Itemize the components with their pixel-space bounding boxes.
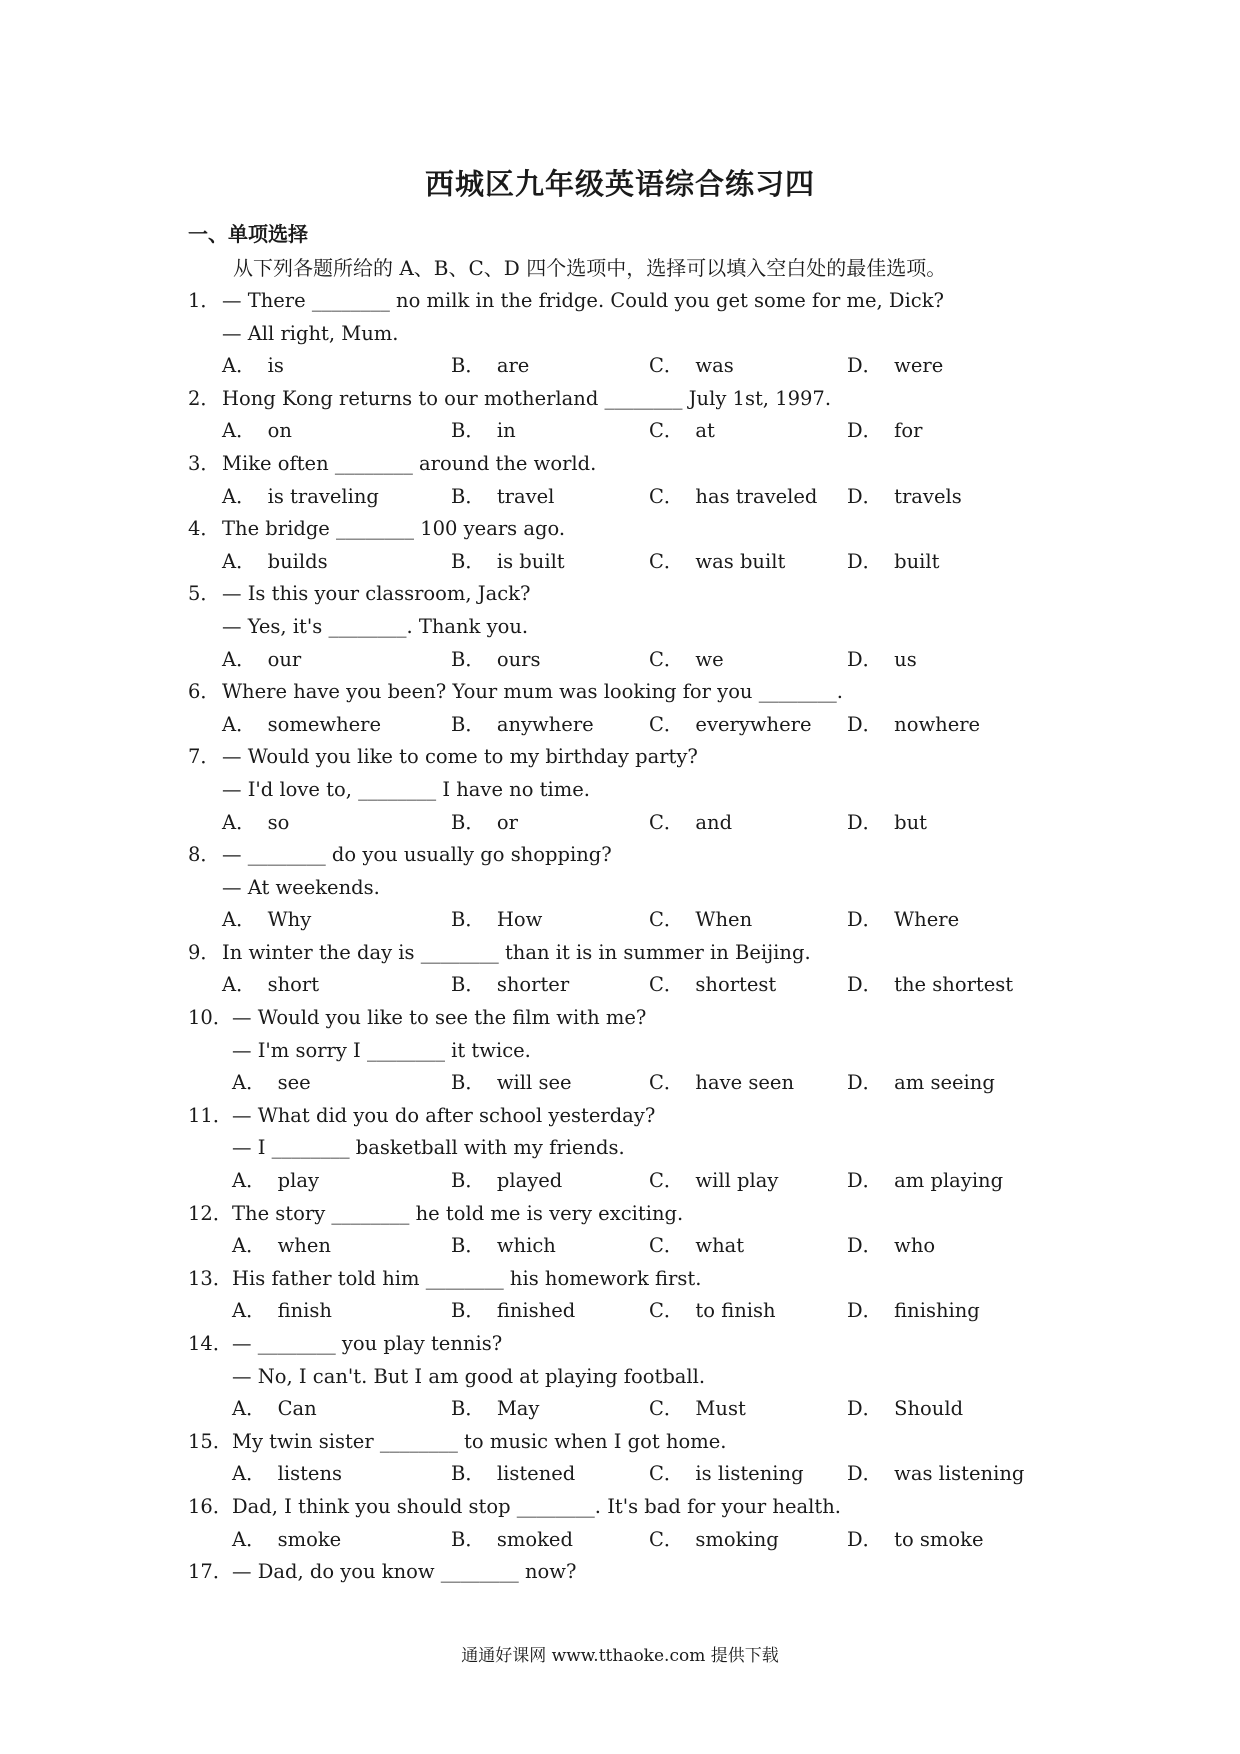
option-text: what	[695, 1234, 745, 1258]
option-row	[188, 969, 1088, 1002]
question-text: His father told him ________ his homework first.	[232, 1266, 702, 1290]
option-letter: B．	[451, 810, 485, 834]
page-title: 西城区九年级英语综合练习四	[424, 167, 815, 201]
question-item	[188, 383, 1088, 448]
option-text: we	[695, 647, 724, 671]
question-text: — No, I can't. But I am good at playing football.	[232, 1364, 706, 1388]
option-text: the shortest	[894, 973, 1014, 997]
option-a	[222, 644, 301, 677]
question-number: 17．	[188, 1560, 233, 1584]
question-text: The story ________ he told me is very exciting.	[232, 1201, 684, 1225]
option-letter: C．	[649, 354, 684, 378]
option-letter: A．	[222, 484, 256, 508]
question-number: 14．	[188, 1332, 233, 1355]
question-item	[188, 513, 1088, 578]
option-text: nowhere	[894, 712, 981, 736]
option-text: us	[894, 647, 917, 671]
question-text: — Is this your classroom, Jack?	[222, 582, 531, 606]
question-number: 13．	[188, 1266, 233, 1290]
option-text: When	[695, 908, 753, 932]
option-b	[451, 481, 554, 514]
option-letter: A．	[222, 908, 256, 932]
option-text: for	[894, 419, 923, 443]
option-letter: C．	[649, 484, 684, 508]
option-text: when	[277, 1234, 331, 1258]
question-stem-continuation	[188, 872, 1088, 905]
question-stem	[188, 513, 1088, 546]
option-d	[847, 350, 943, 383]
question-text: Where have you been? Your mum was looking for you ________.	[222, 680, 843, 704]
option-text: was listening	[894, 1462, 1025, 1486]
question-text: — All right, Mum.	[222, 321, 399, 345]
option-c	[649, 1524, 779, 1557]
option-text: builds	[267, 549, 328, 573]
option-row	[188, 1393, 1088, 1426]
option-text: at	[695, 419, 715, 443]
option-letter: B．	[451, 484, 485, 508]
option-text: our	[267, 647, 302, 671]
option-a	[232, 1524, 341, 1557]
option-text: in	[496, 419, 516, 443]
question-number: 8．	[188, 843, 220, 867]
option-b	[451, 807, 518, 840]
option-letter: B．	[451, 712, 485, 736]
option-letter: B．	[451, 647, 485, 671]
option-letter: D．	[847, 1169, 883, 1193]
question-item	[188, 1263, 1088, 1328]
option-text: Must	[695, 1397, 746, 1421]
question-text: — There ________ no milk in the fridge. Could you get some for me, Dick?	[222, 289, 944, 312]
option-a	[222, 969, 319, 1002]
option-letter: D．	[847, 549, 883, 573]
option-text: How	[496, 908, 543, 932]
question-item	[188, 1002, 1088, 1100]
option-text: play	[277, 1169, 319, 1193]
option-d	[847, 969, 1013, 1002]
option-a	[232, 1393, 317, 1426]
option-row	[188, 1524, 1088, 1557]
question-text: Dad, I think you should stop ________. It's bad for your health.	[232, 1494, 841, 1518]
question-stem	[188, 741, 1088, 774]
question-number: 4．	[188, 517, 220, 541]
option-letter: D．	[847, 973, 883, 997]
option-b	[451, 969, 569, 1002]
option-b	[451, 546, 565, 579]
option-c	[649, 1165, 778, 1198]
option-b	[451, 1230, 556, 1263]
option-text: shortest	[695, 973, 777, 997]
question-stem-continuation	[188, 774, 1088, 807]
option-text: finished	[496, 1299, 576, 1323]
option-letter: C．	[649, 1169, 684, 1193]
question-item	[188, 1556, 1088, 1589]
option-text: am seeing	[894, 1071, 995, 1095]
option-text: was	[695, 354, 734, 378]
question-number: 15．	[188, 1429, 233, 1453]
option-d	[847, 481, 962, 514]
option-letter: D．	[847, 1234, 883, 1258]
option-c	[649, 481, 817, 514]
option-text: which	[496, 1234, 556, 1258]
option-c	[649, 350, 734, 383]
option-d	[847, 904, 959, 937]
option-a	[222, 546, 328, 579]
question-text: In winter the day is ________ than it is in summer in Beijing.	[222, 940, 811, 964]
question-text: — I ________ basketball with my friends.	[232, 1136, 625, 1160]
option-d	[847, 644, 917, 677]
option-b	[451, 1458, 575, 1491]
option-a	[222, 904, 311, 937]
option-text: smoking	[695, 1527, 779, 1551]
option-text: has traveled	[695, 484, 818, 508]
option-letter: B．	[451, 1299, 485, 1323]
option-text: travels	[894, 484, 962, 508]
question-text: Mike often ________ around the world.	[222, 451, 597, 475]
question-stem	[188, 285, 1088, 318]
question-stem	[188, 839, 1088, 872]
option-d	[847, 709, 980, 742]
option-c	[649, 1458, 804, 1491]
option-letter: B．	[451, 419, 485, 443]
option-letter: A．	[232, 1462, 266, 1486]
option-a	[232, 1295, 332, 1328]
option-text: shorter	[496, 973, 570, 997]
question-text: — ________ do you usually go shopping?	[222, 843, 612, 867]
option-letter: D．	[847, 647, 883, 671]
option-letter: C．	[649, 1234, 684, 1258]
question-stem	[188, 1328, 1088, 1361]
option-letter: A．	[222, 419, 256, 443]
question-text: — Dad, do you know ________ now?	[232, 1560, 577, 1584]
option-b	[451, 415, 516, 448]
option-b	[451, 350, 529, 383]
option-text: was built	[695, 549, 786, 573]
option-d	[847, 1230, 935, 1263]
question-number: 7．	[188, 745, 220, 769]
option-letter: A．	[222, 810, 256, 834]
question-text: My twin sister ________ to music when I got home.	[232, 1429, 727, 1453]
question-number: 1．	[188, 289, 220, 312]
option-text: so	[267, 810, 290, 834]
question-item	[188, 1328, 1088, 1426]
question-number: 5．	[188, 582, 220, 606]
option-d	[847, 807, 927, 840]
option-text: on	[267, 419, 292, 443]
question-item	[188, 1100, 1088, 1198]
option-a	[222, 807, 289, 840]
question-text: — I'd love to, ________ I have no time.	[222, 777, 590, 801]
option-text: and	[695, 810, 733, 834]
option-letter: B．	[451, 549, 485, 573]
section-instruction: 从下列各题所给的 A、B、C、D 四个选项中，选择可以填入空白处的最佳选项。	[233, 256, 947, 280]
option-letter: D．	[847, 810, 883, 834]
option-text: listened	[496, 1462, 576, 1486]
option-letter: C．	[649, 1527, 684, 1551]
question-stem	[188, 383, 1088, 416]
option-letter: C．	[649, 419, 684, 443]
question-stem	[188, 676, 1088, 709]
option-letter: A．	[232, 1071, 266, 1095]
question-stem-continuation	[188, 1035, 1088, 1068]
option-letter: A．	[222, 354, 256, 378]
question-list	[188, 285, 1088, 1589]
option-letter: B．	[451, 973, 485, 997]
option-text: Can	[277, 1397, 317, 1421]
option-letter: A．	[222, 647, 256, 671]
option-text: but	[894, 810, 928, 834]
option-text: will see	[496, 1071, 572, 1095]
option-text: is traveling	[267, 484, 379, 508]
question-stem	[188, 1556, 1088, 1589]
question-stem-continuation	[188, 1361, 1088, 1394]
question-stem	[188, 1491, 1088, 1524]
question-stem	[188, 1263, 1088, 1296]
option-b	[451, 1295, 575, 1328]
question-stem	[188, 578, 1088, 611]
option-letter: B．	[451, 1234, 485, 1258]
question-text: Hong Kong returns to our motherland ________ July 1st, 1997.	[222, 386, 832, 410]
option-letter: C．	[649, 1397, 684, 1421]
option-letter: A．	[232, 1299, 266, 1323]
option-text: or	[496, 810, 518, 834]
option-d	[847, 1393, 963, 1426]
question-stem	[188, 1426, 1088, 1459]
option-c	[649, 1067, 794, 1100]
question-number: 11．	[188, 1103, 233, 1127]
option-b	[451, 1393, 539, 1426]
option-c	[649, 904, 752, 937]
question-item	[188, 1491, 1088, 1556]
option-row	[188, 415, 1088, 448]
option-row	[188, 546, 1088, 579]
option-c	[649, 1393, 746, 1426]
option-row	[188, 904, 1088, 937]
option-letter: C．	[649, 973, 684, 997]
option-letter: A．	[232, 1527, 266, 1551]
option-row	[188, 1230, 1088, 1263]
question-number: 12．	[188, 1201, 233, 1225]
option-text: have seen	[695, 1071, 795, 1095]
section-heading: 一、单项选择	[188, 222, 308, 246]
option-c	[649, 969, 776, 1002]
option-a	[222, 415, 292, 448]
option-letter: B．	[451, 908, 485, 932]
question-text: — At weekends.	[222, 875, 380, 899]
option-letter: C．	[649, 712, 684, 736]
page-footer: 通通好课网 www.tthaoke.com 提供下载	[461, 1646, 779, 1666]
option-a	[222, 350, 284, 383]
option-text: travel	[496, 484, 555, 508]
option-letter: A．	[232, 1169, 266, 1193]
option-d	[847, 546, 940, 579]
option-c	[649, 546, 785, 579]
option-text: anywhere	[496, 712, 594, 736]
option-letter: A．	[232, 1397, 266, 1421]
option-row	[188, 1165, 1088, 1198]
option-c	[649, 415, 715, 448]
option-letter: B．	[451, 1462, 485, 1486]
option-letter: D．	[847, 1527, 883, 1551]
option-c	[649, 709, 812, 742]
option-letter: B．	[451, 1169, 485, 1193]
question-text: — What did you do after school yesterday?	[232, 1103, 656, 1127]
question-text: — Would you like to see the film with me?	[232, 1006, 647, 1030]
option-letter: C．	[649, 1299, 684, 1323]
option-letter: D．	[847, 354, 883, 378]
question-item	[188, 741, 1088, 839]
question-item	[188, 578, 1088, 676]
option-letter: C．	[649, 908, 684, 932]
option-b	[451, 709, 594, 742]
question-number: 9．	[188, 940, 220, 964]
option-text: everywhere	[695, 712, 812, 736]
option-text: Should	[894, 1397, 964, 1421]
option-text: listens	[277, 1462, 343, 1486]
question-number: 16．	[188, 1494, 233, 1518]
option-d	[847, 415, 922, 448]
question-number: 6．	[188, 680, 220, 704]
option-text: somewhere	[267, 712, 382, 736]
option-c	[649, 644, 724, 677]
option-text: is listening	[695, 1462, 804, 1486]
option-c	[649, 1230, 744, 1263]
option-text: is built	[496, 549, 565, 573]
option-c	[649, 807, 732, 840]
option-d	[847, 1458, 1024, 1491]
option-text: played	[496, 1169, 563, 1193]
option-text: smoke	[277, 1527, 342, 1551]
option-d	[847, 1295, 980, 1328]
option-letter: D．	[847, 419, 883, 443]
option-text: see	[277, 1071, 311, 1095]
option-a	[222, 709, 381, 742]
question-stem	[188, 937, 1088, 970]
option-row	[188, 644, 1088, 677]
option-letter: C．	[649, 647, 684, 671]
option-letter: D．	[847, 1299, 883, 1323]
question-number: 2．	[188, 386, 220, 410]
option-a	[232, 1165, 319, 1198]
question-item	[188, 937, 1088, 1002]
option-row	[188, 481, 1088, 514]
question-number: 10．	[188, 1006, 233, 1030]
question-stem-continuation	[188, 1132, 1088, 1165]
option-text: who	[894, 1234, 936, 1258]
option-text: ours	[496, 647, 541, 671]
option-text: Why	[267, 908, 312, 932]
option-letter: D．	[847, 484, 883, 508]
option-letter: D．	[847, 1462, 883, 1486]
option-text: May	[496, 1397, 540, 1421]
question-text: — ________ you play tennis?	[232, 1332, 503, 1355]
option-b	[451, 1165, 562, 1198]
option-letter: B．	[451, 1397, 485, 1421]
option-text: am playing	[894, 1169, 1004, 1193]
option-text: to smoke	[894, 1527, 984, 1551]
question-item	[188, 1198, 1088, 1263]
option-letter: C．	[649, 810, 684, 834]
option-a	[232, 1458, 342, 1491]
option-letter: C．	[649, 1462, 684, 1486]
option-letter: A．	[222, 712, 256, 736]
option-c	[649, 1295, 776, 1328]
option-row	[188, 1067, 1088, 1100]
option-letter: A．	[222, 973, 256, 997]
question-text: — Yes, it's ________. Thank you.	[222, 614, 529, 638]
question-item	[188, 676, 1088, 741]
option-b	[451, 1524, 573, 1557]
option-text: finish	[277, 1299, 332, 1323]
question-item	[188, 1426, 1088, 1491]
question-stem-continuation	[188, 318, 1088, 351]
question-text: — I'm sorry I ________ it twice.	[232, 1038, 531, 1062]
question-item	[188, 285, 1088, 383]
question-stem	[188, 1198, 1088, 1231]
option-d	[847, 1524, 984, 1557]
option-letter: B．	[451, 1071, 485, 1095]
option-letter: A．	[232, 1234, 266, 1258]
option-d	[847, 1067, 995, 1100]
option-a	[232, 1230, 331, 1263]
question-stem-continuation	[188, 611, 1088, 644]
question-text: The bridge ________ 100 years ago.	[222, 517, 566, 541]
option-text: are	[496, 354, 530, 378]
option-letter: B．	[451, 1527, 485, 1551]
option-row	[188, 1458, 1088, 1491]
question-item	[188, 448, 1088, 513]
option-a	[232, 1067, 311, 1100]
option-row	[188, 807, 1088, 840]
option-letter: B．	[451, 354, 485, 378]
option-text: were	[894, 354, 944, 378]
option-text: short	[267, 973, 320, 997]
option-row	[188, 709, 1088, 742]
option-text: built	[894, 549, 940, 573]
option-b	[451, 904, 542, 937]
option-text: will play	[695, 1169, 779, 1193]
question-stem	[188, 448, 1088, 481]
option-d	[847, 1165, 1003, 1198]
option-letter: C．	[649, 549, 684, 573]
option-b	[451, 644, 540, 677]
question-item	[188, 839, 1088, 937]
option-letter: D．	[847, 712, 883, 736]
option-row	[188, 350, 1088, 383]
option-letter: D．	[847, 1071, 883, 1095]
option-letter: D．	[847, 908, 883, 932]
question-stem	[188, 1002, 1088, 1035]
option-text: finishing	[894, 1299, 980, 1323]
question-number: 3．	[188, 451, 220, 475]
option-text: to finish	[695, 1299, 776, 1323]
option-letter: A．	[222, 549, 256, 573]
option-text: Where	[894, 908, 960, 932]
option-text: smoked	[496, 1527, 573, 1551]
option-letter: D．	[847, 1397, 883, 1421]
option-row	[188, 1295, 1088, 1328]
option-text: is	[267, 354, 284, 378]
option-b	[451, 1067, 572, 1100]
option-letter: C．	[649, 1071, 684, 1095]
question-stem	[188, 1100, 1088, 1133]
question-text: — Would you like to come to my birthday party?	[222, 745, 698, 769]
option-a	[222, 481, 379, 514]
